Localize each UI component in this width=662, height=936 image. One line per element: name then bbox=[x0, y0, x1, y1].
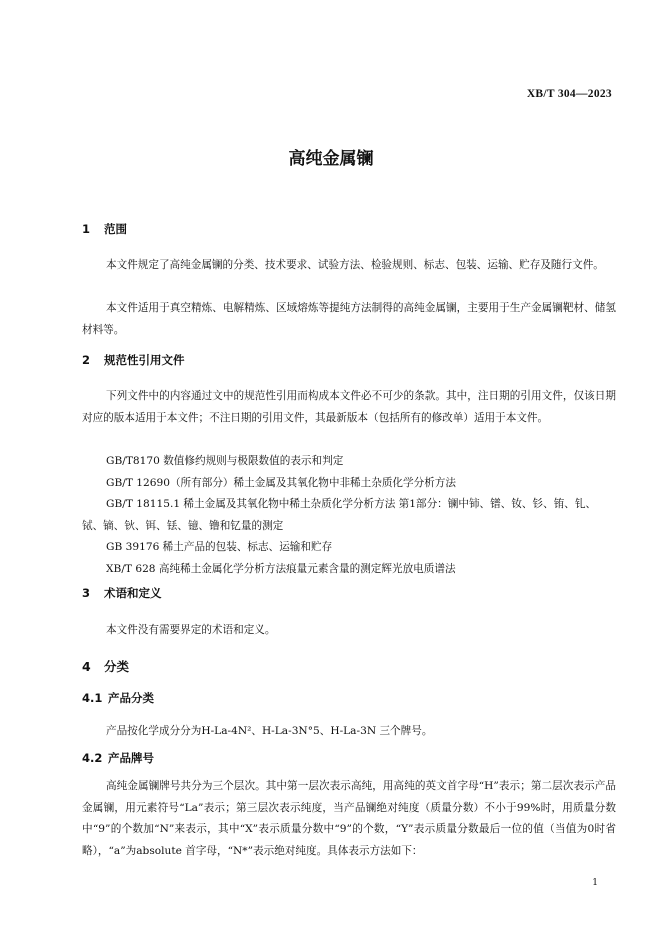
section-1-heading bbox=[82, 221, 127, 237]
section-title: 分类 bbox=[104, 659, 130, 674]
section-3-heading bbox=[82, 585, 162, 601]
section-2-heading bbox=[82, 352, 185, 368]
subsection-number: 4.1 bbox=[82, 691, 103, 705]
section-4-1-heading bbox=[82, 690, 154, 706]
section-4-2-heading bbox=[82, 750, 154, 766]
reference-item: GB/T 18115.1 稀土金属及其氧化物中稀土杂质化学分析方法 第1部分：镧中铈、镨、钕、钐、铕、钆、铽、镝、钬、铒、铥、镱、镥和钇量的测定 bbox=[82, 498, 597, 532]
section-1-paragraph-2: 本文件适用于真空精炼、电解精炼、区域熔炼等提纯方法制得的高纯金属镧，主要用于生产金属镧靶材、储氢材料等。 bbox=[82, 302, 616, 336]
subsection-title: 产品牌号 bbox=[108, 751, 154, 765]
reference-item: GB/T8170 数值修约规则与极限数值的表示和判定 bbox=[106, 455, 344, 467]
section-title: 规范性引用文件 bbox=[104, 353, 185, 367]
section-number: 2 bbox=[82, 353, 91, 367]
section-4-heading bbox=[82, 657, 129, 675]
section-1-paragraph-1: 本文件规定了高纯金属镧的分类、技术要求、试验方法、检验规则、标志、包装、运输、贮存及随行文件。 bbox=[106, 259, 604, 271]
reference-item: XB/T 628 高纯稀土金属化学分析方法痕量元素含量的测定辉光放电质谱法 bbox=[106, 563, 456, 575]
section-4-1-paragraph: 产品按化学成分分为H-La-4N²、H-La-3N°5、H-La-3N 三个牌号。 bbox=[106, 725, 433, 737]
reference-item: GB 39176 稀土产品的包装、标志、运输和贮存 bbox=[106, 541, 333, 553]
subsection-title: 产品分类 bbox=[108, 691, 154, 705]
section-number: 1 bbox=[82, 222, 91, 236]
subsection-number: 4.2 bbox=[82, 751, 103, 765]
section-2-intro: 下列文件中的内容通过文中的规范性引用而构成本文件必不可少的条款。其中，注日期的引用文件，仅该日期对应的版本适用于本文件；不注日期的引用文件，其最新版本（包括所有的修改单）适用于本文件。 bbox=[82, 390, 616, 424]
section-4-2-paragraph: 高纯金属镧牌号共分为三个层次。其中第一层次表示高纯，用高纯的英文首字母“H”表示；第二层次表示产品金属镧，用元素符号“La”表示；第三层次表示纯度，当产品镧绝对纯度（质量分数）不小于99%时，用质量分数中“9”的个数加“N”来表示，其中“X”表示质量分数中“9”的个数，“Y”表示质量分数最后一位的值（当值为0时省略），“a”为absolute 首字母，“N*”表示绝对纯度。具体表示方法如下： bbox=[82, 780, 616, 857]
document-code: XB/T 304—2023 bbox=[526, 88, 612, 100]
section-number: 4 bbox=[82, 659, 91, 674]
section-3-paragraph: 本文件没有需要界定的术语和定义。 bbox=[106, 624, 276, 636]
section-title: 范围 bbox=[104, 222, 127, 236]
page-number: 1 bbox=[592, 878, 598, 888]
section-title: 术语和定义 bbox=[104, 586, 162, 600]
section-number: 3 bbox=[82, 586, 91, 600]
document-title: 高纯金属镧 bbox=[288, 149, 374, 169]
reference-item: GB/T 12690（所有部分）稀土金属及其氧化物中非稀土杂质化学分析方法 bbox=[106, 477, 456, 489]
